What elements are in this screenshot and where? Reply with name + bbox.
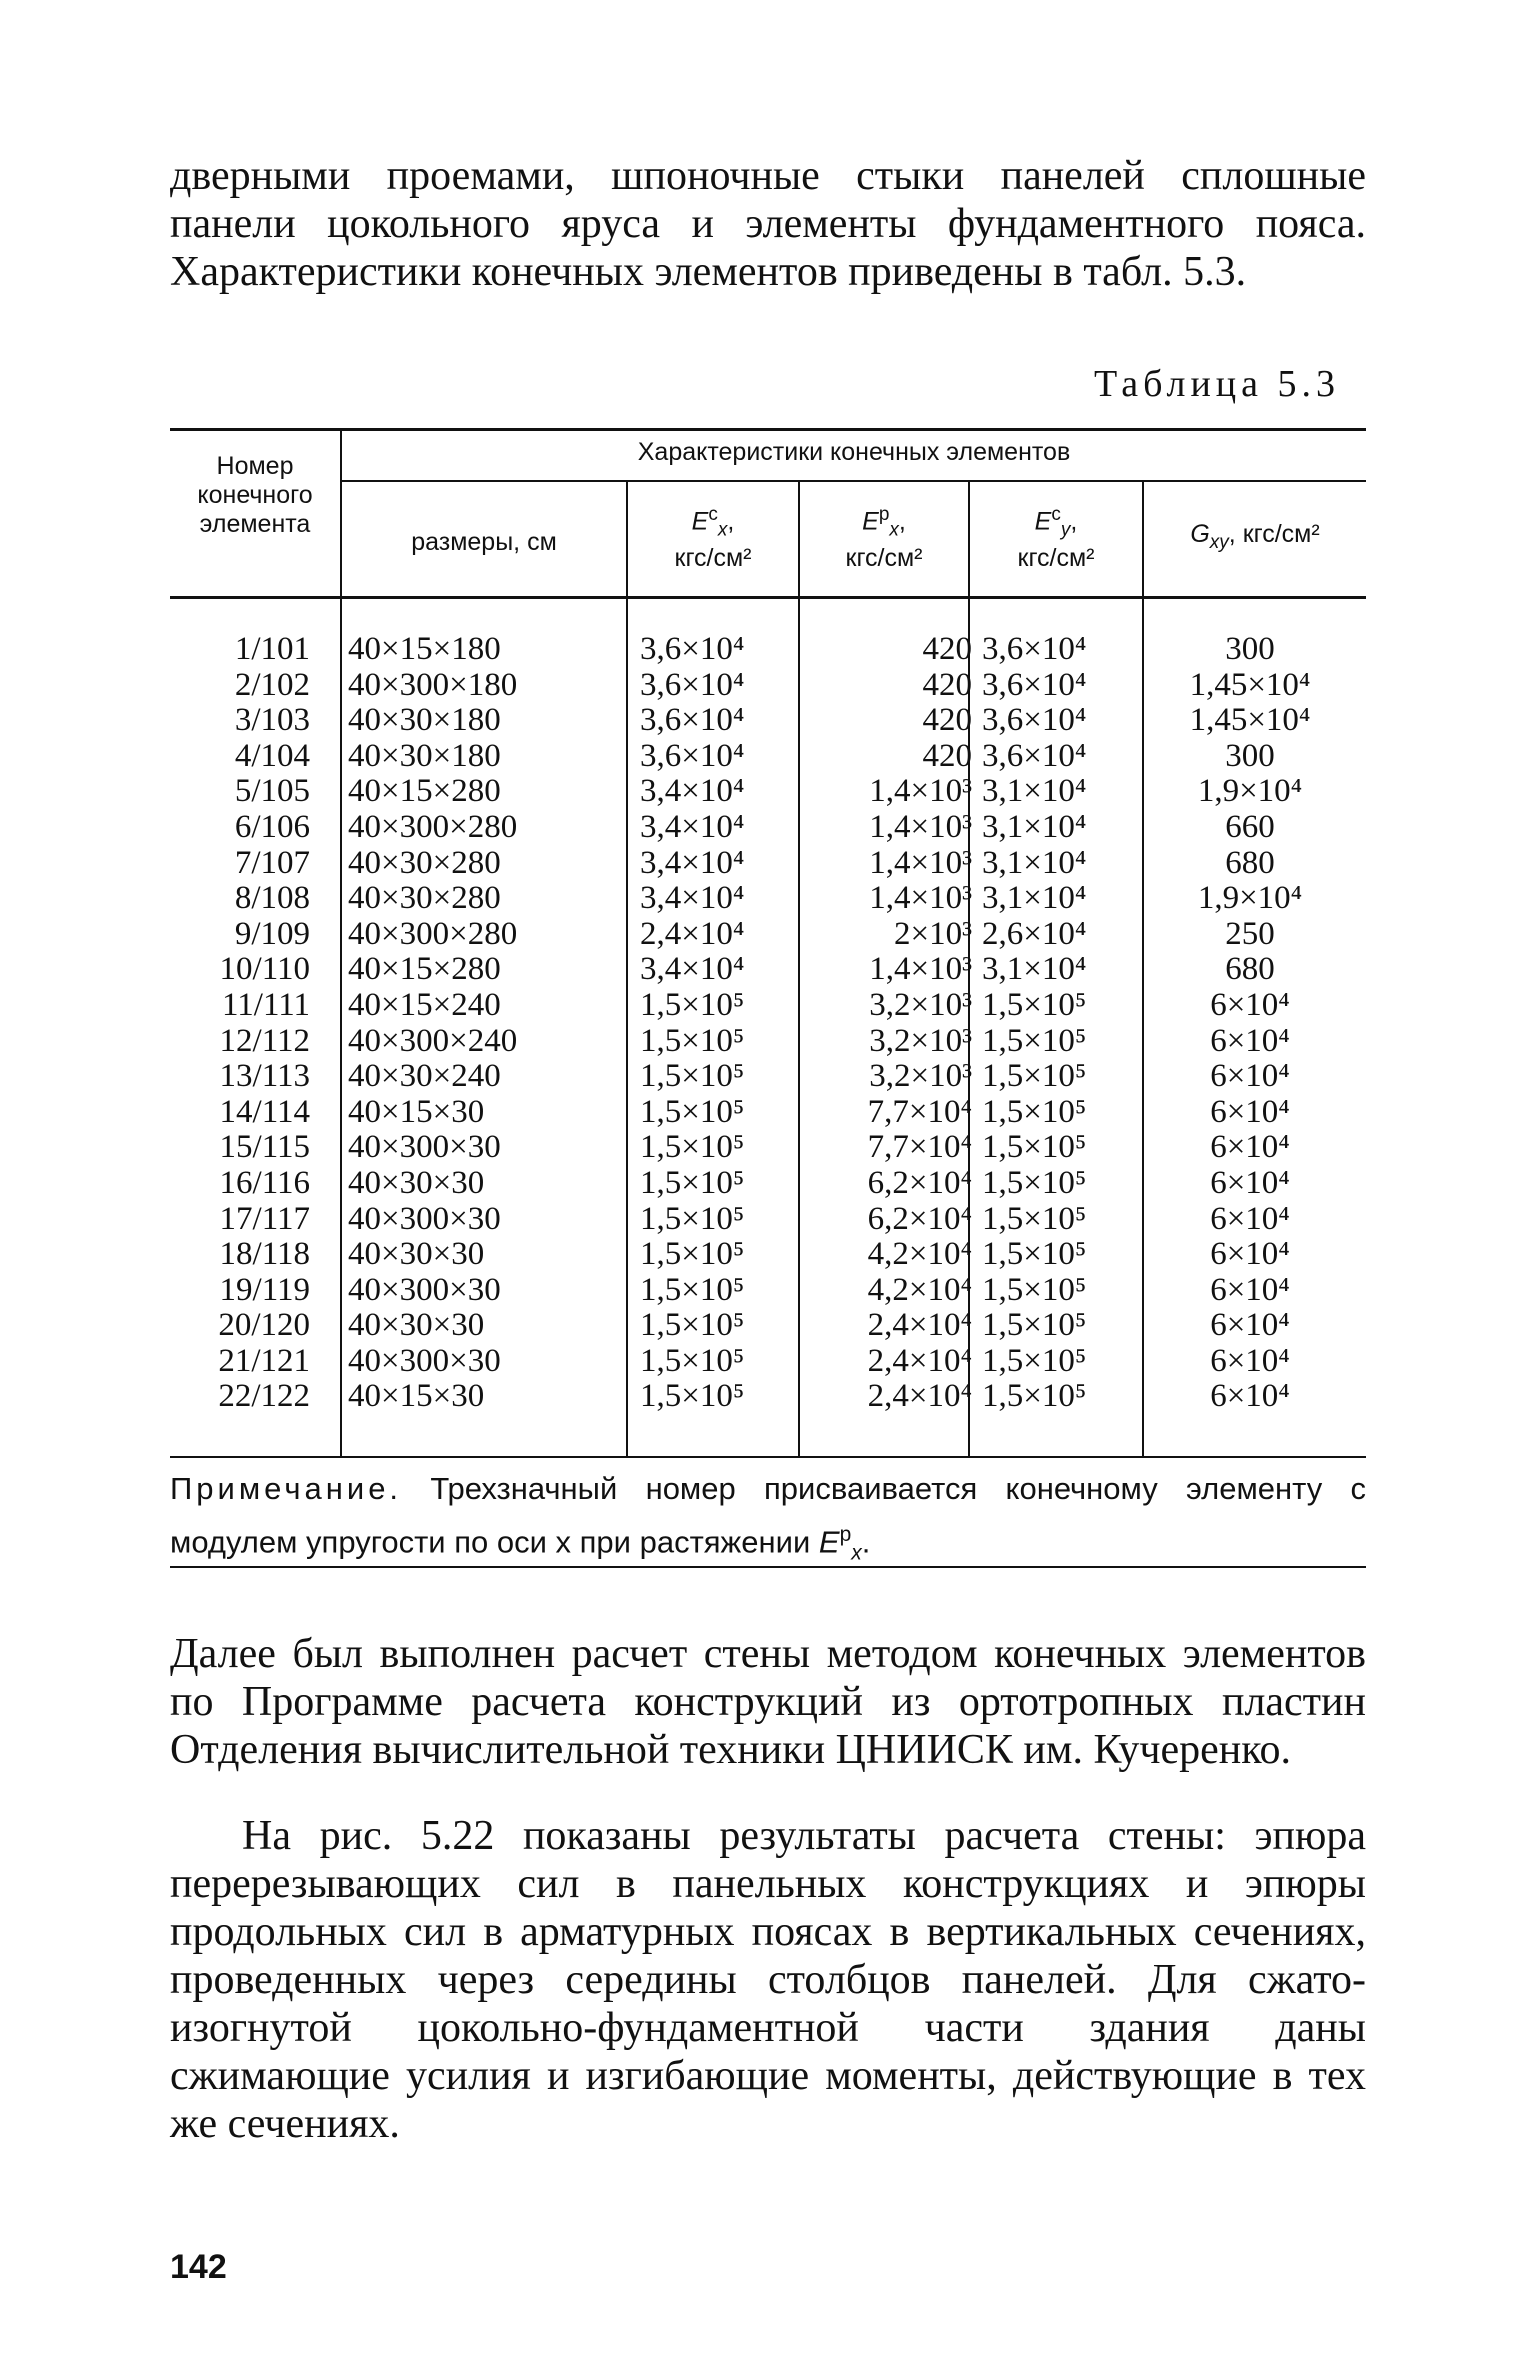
cell-size: 40×15×30 [348, 1093, 485, 1130]
note-sup: p [839, 1523, 852, 1546]
cell-g: 300 [1225, 631, 1275, 667]
cell-number: 1/101 [234, 631, 310, 667]
column-ep [806, 632, 972, 1415]
cell-ey: 1,5×10⁵ [982, 1129, 1087, 1166]
table-group-rule [342, 480, 1366, 482]
header-ep-unit: кгс/см² [845, 544, 923, 573]
cell-number: 7/107 [234, 844, 310, 881]
cell-number: 2/102 [234, 666, 310, 703]
cell-g: 6×10⁴ [1210, 1058, 1290, 1095]
header-ex: $E^c_x$, кгс/см² [674, 504, 752, 573]
cell-ey: 3,6×10⁴ [982, 702, 1087, 739]
cell-size: 40×30×30 [348, 1307, 485, 1344]
cell-ep: 2,4×10⁴ [867, 1307, 972, 1344]
cell-size: 40×300×280 [348, 808, 518, 845]
cell-size: 40×30×240 [348, 1058, 501, 1095]
cell-ex: 1,5×10⁵ [640, 1058, 745, 1095]
cell-size: 40×15×180 [348, 631, 501, 667]
cell-ex: 3,6×10⁴ [640, 702, 745, 739]
cell-size: 40×15×240 [348, 986, 501, 1023]
cell-number: 8/108 [234, 880, 310, 917]
note-symbol: E [818, 1524, 840, 1560]
header-ex-sub: x [717, 519, 728, 541]
cell-ex: 3,6×10⁴ [640, 737, 745, 774]
cell-ex: 3,4×10⁴ [640, 773, 745, 810]
cell-ep: 420 [922, 631, 972, 667]
cell-size: 40×300×180 [348, 666, 518, 703]
cell-ex: 1,5×10⁵ [640, 1342, 745, 1379]
note-label: Примечание. [170, 1471, 403, 1506]
cell-ey: 1,5×10⁵ [982, 1200, 1087, 1237]
cell-size: 40×30×30 [348, 1164, 485, 1201]
cell-ex: 1,5×10⁵ [640, 1129, 745, 1166]
cell-number: 6/106 [234, 808, 310, 845]
header-g-sub: xy [1209, 532, 1229, 553]
cell-ep: 6,2×10⁴ [867, 1200, 972, 1237]
cell-ep: 7,7×10⁴ [867, 1129, 972, 1166]
cell-ex: 3,6×10⁴ [640, 666, 745, 703]
cell-ep: 420 [922, 666, 972, 703]
cell-g: 6×10⁴ [1210, 1342, 1290, 1379]
cell-ey: 3,1×10⁴ [982, 951, 1087, 988]
header-number: Номер конечного элемента [197, 452, 313, 538]
cell-g: 6×10⁴ [1210, 1236, 1290, 1273]
cell-g: 6×10⁴ [1210, 1129, 1290, 1166]
cell-ey: 2,6×10⁴ [982, 915, 1087, 952]
note-text: Трехзначный номер присваивается конечному элементу с модулем упругости по оси x при растяжении [170, 1471, 1366, 1560]
cell-g: 6×10⁴ [1210, 1378, 1290, 1415]
column-number [170, 632, 310, 1415]
cell-g: 6×10⁴ [1210, 986, 1290, 1023]
cell-ey: 3,6×10⁴ [982, 666, 1087, 703]
cell-ep: 2×10³ [893, 915, 972, 952]
cell-ep: 1,4×10³ [869, 880, 972, 917]
cell-ey: 1,5×10⁵ [982, 1058, 1087, 1095]
cell-size: 40×300×30 [348, 1129, 501, 1166]
cell-ex: 1,5×10⁵ [640, 986, 745, 1023]
cell-g: 6×10⁴ [1210, 1307, 1290, 1344]
cell-ep: 4,2×10⁴ [867, 1236, 972, 1273]
table-vrule-5 [1142, 482, 1144, 1456]
cell-ey: 1,5×10⁵ [982, 1022, 1087, 1059]
cell-g: 680 [1225, 844, 1275, 881]
cell-ex: 3,4×10⁴ [640, 951, 745, 988]
cell-ep: 420 [922, 737, 972, 774]
intro-paragraph: дверными проемами, шпоночные стыки панелей сплошные панели цокольного яруса и элементы фундаментного пояса. Характеристики конечных элементов приведены в табл. 5.3. [170, 153, 1366, 295]
cell-ep: 2,4×10⁴ [867, 1342, 972, 1379]
cell-size: 40×15×280 [348, 773, 501, 810]
header-ey-symbol: E [1034, 507, 1052, 536]
cell-g: 6×10⁴ [1210, 1200, 1290, 1237]
cell-ey: 1,5×10⁵ [982, 1342, 1087, 1379]
cell-number: 12/112 [219, 1022, 310, 1059]
header-ey-sup: c [1051, 504, 1061, 525]
header-group: Характеристики конечных элементов [637, 438, 1071, 466]
header-size: размеры, см [411, 528, 557, 556]
cell-g: 1,45×10⁴ [1189, 666, 1311, 703]
table-header-bottom-rule [170, 596, 1366, 599]
note-sub: x [851, 1541, 862, 1565]
cell-ep: 1,4×10³ [869, 773, 972, 810]
cell-ey: 3,6×10⁴ [982, 631, 1087, 667]
cell-ex: 1,5×10⁵ [640, 1236, 745, 1273]
cell-size: 40×30×180 [348, 702, 501, 739]
cell-size: 40×30×30 [348, 1236, 485, 1273]
header-ex-symbol: E [691, 507, 709, 536]
cell-ey: 1,5×10⁵ [982, 1164, 1087, 1201]
cell-size: 40×300×30 [348, 1271, 501, 1308]
cell-ep: 1,4×10³ [869, 951, 972, 988]
cell-g: 680 [1225, 951, 1275, 988]
cell-number: 15/115 [219, 1129, 310, 1166]
page-number: 142 [170, 2248, 227, 2286]
cell-number: 19/119 [219, 1271, 310, 1308]
cell-number: 3/103 [234, 702, 310, 739]
table-bottom-rule [170, 1456, 1366, 1458]
cell-size: 40×30×280 [348, 880, 501, 917]
cell-ex: 1,5×10⁵ [640, 1022, 745, 1059]
column-g [1150, 632, 1350, 1415]
cell-number: 22/122 [218, 1378, 310, 1415]
cell-ey: 3,6×10⁴ [982, 737, 1087, 774]
cell-number: 14/114 [219, 1093, 310, 1130]
column-ey [982, 632, 1137, 1415]
table-vrule-1 [340, 430, 342, 1456]
cell-size: 40×300×280 [348, 915, 518, 952]
cell-g: 6×10⁴ [1210, 1271, 1290, 1308]
cell-number: 20/120 [218, 1307, 310, 1344]
cell-ex: 3,4×10⁴ [640, 844, 745, 881]
header-ey-sub: y [1060, 519, 1071, 541]
cell-number: 5/105 [234, 773, 310, 810]
cell-g: 6×10⁴ [1210, 1022, 1290, 1059]
cell-size: 40×30×180 [348, 737, 501, 774]
cell-size: 40×15×280 [348, 951, 501, 988]
cell-ep: 7,7×10⁴ [867, 1093, 972, 1130]
header-ex-unit: кгс/см² [674, 544, 752, 573]
cell-g: 1,45×10⁴ [1189, 702, 1311, 739]
cell-ep: 3,2×10³ [869, 1022, 972, 1059]
cell-ex: 1,5×10⁵ [640, 1200, 745, 1237]
cell-number: 11/111 [222, 986, 310, 1023]
cell-number: 4/104 [234, 737, 310, 774]
cell-g: 250 [1225, 915, 1275, 952]
cell-g: 1,9×10⁴ [1197, 773, 1303, 810]
header-ep-symbol: E [862, 507, 879, 536]
cell-number: 9/109 [234, 915, 310, 952]
cell-ex: 3,4×10⁴ [640, 808, 745, 845]
table-caption: Таблица 5.3 [1093, 363, 1340, 405]
cell-number: 17/117 [219, 1200, 310, 1237]
cell-number: 10/110 [219, 951, 310, 988]
paragraph-3: На рис. 5.22 показаны результаты расчета стены: эпюра перерезывающих сил в панельных конструкциях и эпюры продольных сил в арматурных поясах в вертикальных сечениях, проведенных через середины столбцов панелей. Для сжато-изогнутой цокольно-фундаментной части здания даны сжимающие усилия и изгибающие моменты, действующие в тех же сечениях. [170, 1813, 1366, 2147]
cell-ey: 3,1×10⁴ [982, 880, 1087, 917]
column-ex [640, 632, 792, 1415]
header-ey: $E^c_y$, кгс/см² [1017, 504, 1095, 573]
cell-ey: 3,1×10⁴ [982, 844, 1087, 881]
cell-g: 6×10⁴ [1210, 1093, 1290, 1130]
cell-number: 18/118 [219, 1236, 310, 1273]
cell-ep: 1,4×10³ [869, 844, 972, 881]
header-ep-sup: p [878, 504, 890, 525]
cell-ey: 1,5×10⁵ [982, 1093, 1087, 1130]
cell-ep: 4,2×10⁴ [867, 1271, 972, 1308]
cell-size: 40×300×30 [348, 1200, 501, 1237]
note-end: . [861, 1524, 871, 1560]
cell-ex: 1,5×10⁵ [640, 1307, 745, 1344]
header-ep-sub: x [889, 519, 899, 541]
table-top-rule [170, 428, 1366, 431]
cell-ey: 1,5×10⁵ [982, 1271, 1087, 1308]
cell-ex: 3,6×10⁴ [640, 631, 745, 667]
cell-ep: 420 [922, 702, 972, 739]
cell-ey: 3,1×10⁴ [982, 773, 1087, 810]
header-g: $G_{xy}$, кгс/см² [1190, 520, 1320, 553]
cell-ex: 1,5×10⁵ [640, 1093, 745, 1130]
cell-ep: 1,4×10³ [869, 808, 972, 845]
cell-number: 13/113 [219, 1058, 310, 1095]
cell-ep: 3,2×10³ [869, 1058, 972, 1095]
column-size [348, 632, 628, 1415]
table-vrule-3 [798, 482, 800, 1456]
header-ey-unit: кгс/см² [1017, 544, 1095, 573]
cell-ey: 1,5×10⁵ [982, 1378, 1087, 1415]
cell-ex: 1,5×10⁵ [640, 1378, 745, 1415]
cell-size: 40×15×30 [348, 1378, 485, 1415]
header-g-unit: кгс/см² [1242, 520, 1320, 548]
cell-g: 1,9×10⁴ [1197, 880, 1303, 917]
cell-size: 40×300×30 [348, 1342, 501, 1379]
cell-number: 21/121 [218, 1342, 310, 1379]
cell-ex: 2,4×10⁴ [640, 915, 745, 952]
cell-g: 300 [1225, 737, 1275, 774]
cell-ep: 2,4×10⁴ [867, 1378, 972, 1415]
cell-ey: 1,5×10⁵ [982, 1236, 1087, 1273]
cell-ey: 3,1×10⁴ [982, 808, 1087, 845]
cell-ex: 1,5×10⁵ [640, 1271, 745, 1308]
cell-ex: 3,4×10⁴ [640, 880, 745, 917]
paragraph-2: Далее был выполнен расчет стены методом конечных элементов по Программе расчета конструкций из ортотропных пластин Отделения вычислительной техники ЦНИИСК им. Кучеренко. [170, 1631, 1366, 1773]
cell-ey: 1,5×10⁵ [982, 986, 1087, 1023]
cell-ep: 3,2×10³ [869, 986, 972, 1023]
cell-g: 660 [1225, 808, 1275, 845]
cell-ey: 1,5×10⁵ [982, 1307, 1087, 1344]
header-ep: $E^p_x$, кгс/см² [845, 504, 923, 573]
cell-ex: 1,5×10⁵ [640, 1164, 745, 1201]
cell-size: 40×30×280 [348, 844, 501, 881]
cell-size: 40×300×240 [348, 1022, 518, 1059]
table-note [170, 1466, 1366, 1577]
header-g-symbol: G [1190, 520, 1210, 548]
cell-ep: 6,2×10⁴ [867, 1164, 972, 1201]
cell-number: 16/116 [219, 1164, 310, 1201]
cell-g: 6×10⁴ [1210, 1164, 1290, 1201]
header-ex-sup: c [708, 504, 718, 525]
